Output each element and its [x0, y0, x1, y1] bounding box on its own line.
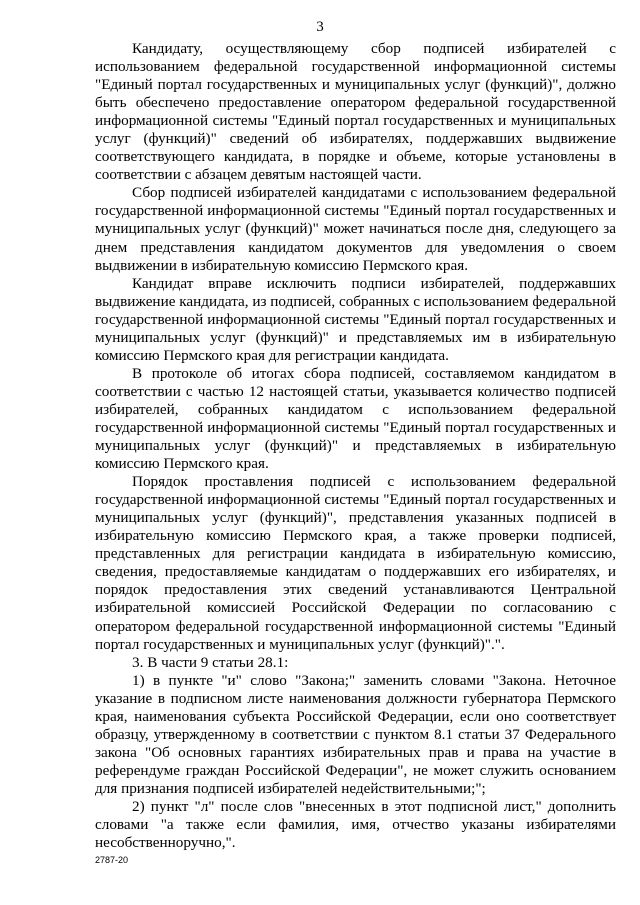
document-code: 2787-20 — [95, 855, 129, 865]
paragraph-protocol-results: В протоколе об итогах сбора подписей, составляемом кандидатом в соответствии с частью 12 настоящей статьи, указывается количество подписей избирателей, собранных кандидатом с использованием федеральной государственной информационной системы "Единый портал государственных и муниципальных услуг (функций)" и представляемых в избирательную комиссию Пермского края. — [95, 364, 616, 473]
paragraph-subitem-2: 2) пункт "л" после слов "внесенных в этот подписной лист," дополнить словами "а также если фамилия, имя, отчество указаны избирателями несобственноручно,". — [95, 797, 616, 852]
paragraph-candidate-portal-info: Кандидату, осуществляющему сбор подписей избирателей с использованием федеральной государственной информационной системы "Единый портал государственных и муниципальных услуг (функций)", должно быть обеспечено предоставление оператором федеральной государственной информационной системы "Единый портал государственных и муниципальных услуг (функций)" сведений об избирателях, поддержавших выдвижение соответствующего кандидата, в порядке и объеме, которые установлены в соответствии с абзацем девятым настоящей части. — [95, 40, 616, 184]
paragraph-subitem-1: 1) в пункте "и" слово "Закона;" заменить словами "Закона. Неточное указание в подписном листе наименования должности губернатора Пермского края, наименования субъекта Российской Федерации, если оно соответствует образцу, утвержденному в соответствии с пунктом 8.1 статьи 37 Федерального закона "Об основных гарантиях избирательных прав и права на участие в референдуме граждан Российской Федерации", не может служить основанием для признания подписей избирателей недействительными;"; — [95, 671, 616, 797]
paragraph-signature-collection-start: Сбор подписей избирателей кандидатами с использованием федеральной государственной информационной системы "Единый портал государственных и муниципальных услуг (функций)" может начинаться после дня, следующего за днем представления кандидатом документов для уведомления о своем выдвижении в избирательную комиссию Пермского края. — [95, 184, 616, 274]
paragraph-item-3-heading: 3. В части 9 статьи 28.1: — [132, 653, 289, 671]
paragraph-signing-procedure: Порядок проставления подписей с использованием федеральной государственной информационной системы "Единый портал государственных и муниципальных услуг (функций)", представления указанных подписей в избирательную комиссию Пермского края, а также проверки подписей, представленных для регистрации кандидата в избирательную комиссию, сведения, предоставляемые кандидатам о поддержавших его избирателях, и порядок предоставления этих сведений устанавливаются Центральной избирательной комиссией Российской Федерации по согласованию с оператором федеральной государственной информационной системы "Единый портал государственных и муниципальных услуг (функций)".". — [95, 473, 616, 653]
document-body — [95, 40, 616, 852]
paragraph-exclude-signatures: Кандидат вправе исключить подписи избирателей, поддержавших выдвижение кандидата, из подписей, собранных с использованием федеральной государственной информационной системы "Единый портал государственных и муниципальных услуг (функций)" и представляемых им в избирательную комиссию Пермского края для регистрации кандидата. — [95, 274, 616, 364]
page-number: 3 — [316, 19, 324, 35]
